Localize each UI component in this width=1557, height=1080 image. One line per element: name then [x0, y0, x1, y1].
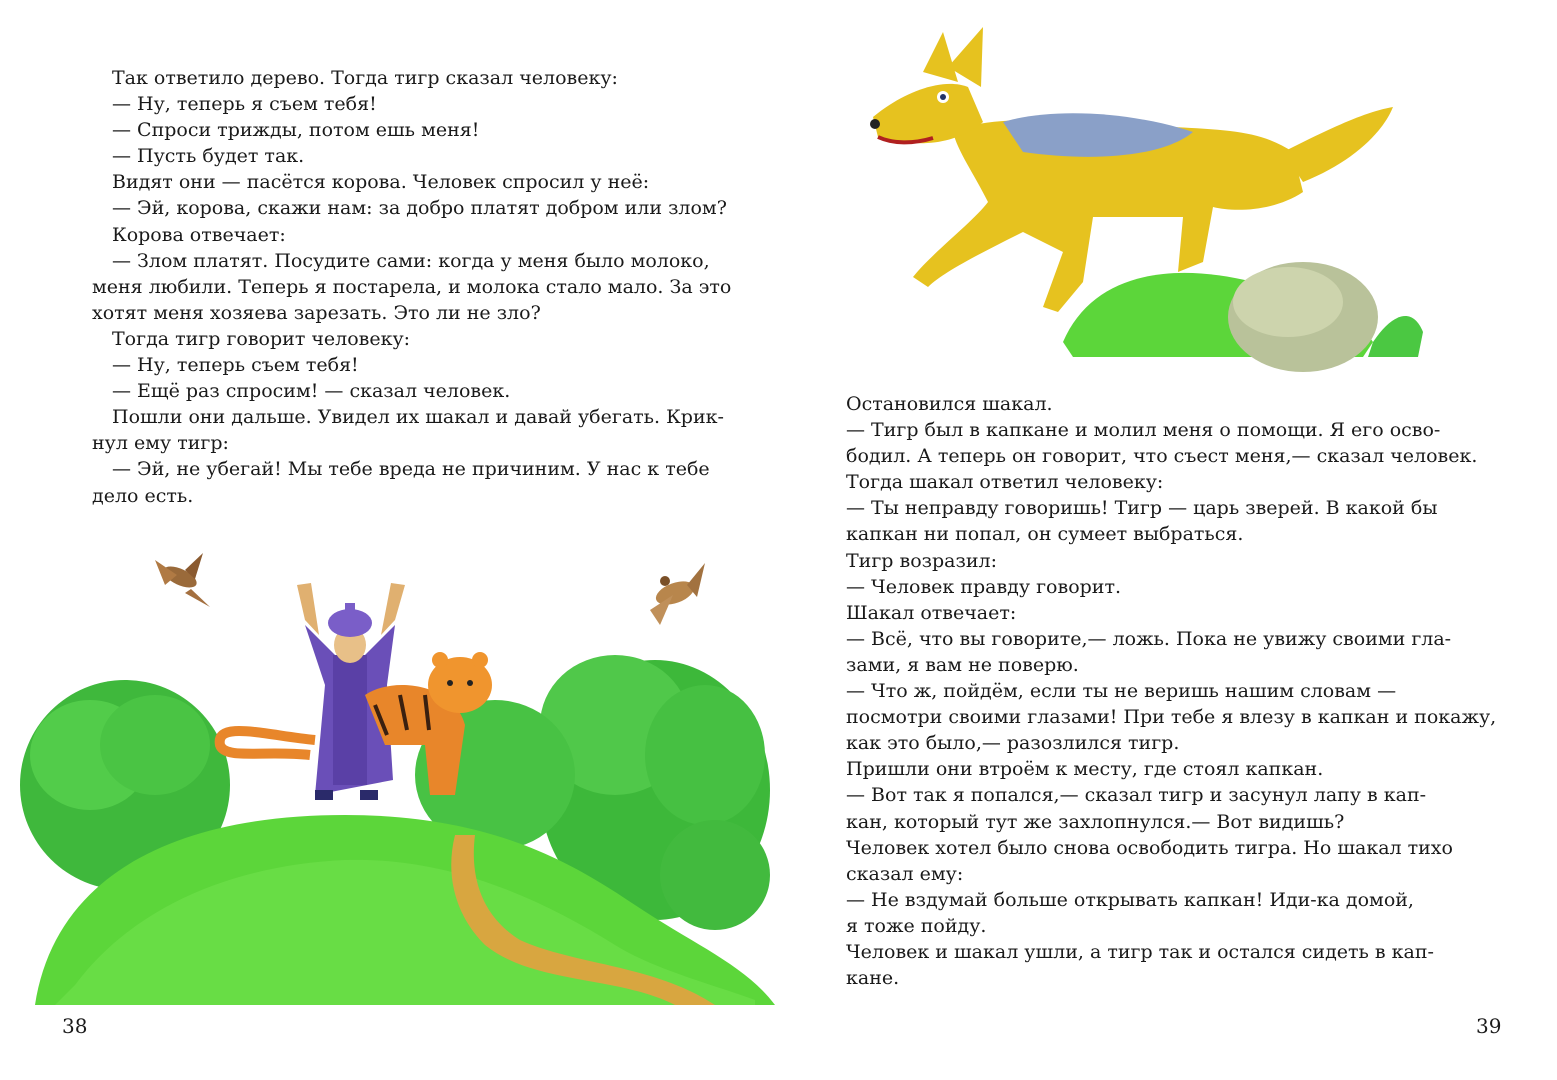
man-tiger-illustration	[15, 545, 775, 1015]
bird-icon	[650, 563, 705, 625]
text-line: Так ответило дерево. Тогда тигр сказал человеку:	[112, 67, 618, 89]
jackal-illustration	[833, 12, 1433, 382]
text-line: Видят они — пасётся корова. Человек спросил у неё:	[112, 171, 650, 194]
text-line: Человек хотел было снова освободить тигра. Но шакал тихо	[846, 836, 1453, 859]
text-line: — Всё, что вы говорите,— ложь. Пока не увижу своими гла-	[846, 627, 1452, 650]
text-line: — Человек правду говорит.	[846, 575, 1122, 598]
text-line: как это было,— разозлился тигр.	[846, 732, 1180, 755]
text-line: — Ну, теперь я съем тебя!	[112, 93, 377, 116]
text-line: Тогда шакал ответил человеку:	[846, 471, 1164, 494]
text-line: — Пусть будет так.	[112, 145, 305, 168]
page-number: 39	[1476, 1014, 1502, 1038]
text-line: я тоже пойду.	[846, 914, 987, 937]
text-line: — Спроси трижды, потом ешь меня!	[112, 119, 480, 142]
text-line: Остановился шакал.	[846, 393, 1053, 415]
text-line: — Эй, корова, скажи нам: за добро платят добром или злом?	[112, 197, 727, 220]
left-page	[0, 0, 778, 1080]
text-line: Шакал отвечает:	[846, 601, 1017, 624]
text-line: посмотри своими глазами! При тебе я влезу в капкан и покажу,	[846, 706, 1497, 729]
page-number: 38	[62, 1014, 88, 1038]
text-line: — Ещё раз спросим! — сказал человек.	[112, 380, 511, 403]
text-line: меня любили. Теперь я постарела, и молока стало мало. За это	[92, 275, 732, 298]
rock	[1228, 262, 1378, 372]
text-line: кан, который тут же захлопнулся.— Вот видишь?	[846, 810, 1345, 833]
text-line: капкан ни попал, он сумеет выбраться.	[846, 523, 1244, 546]
right-page	[778, 0, 1557, 1080]
text-line: Корова отвечает:	[112, 223, 286, 246]
text-line: — Ну, теперь съем тебя!	[112, 354, 359, 377]
text-line: зами, я вам не поверю.	[846, 653, 1079, 676]
text-line: Тогда тигр говорит человеку:	[112, 327, 411, 350]
text-line: — Вот так я попался,— сказал тигр и засунул лапу в кап-	[846, 784, 1427, 807]
text-line: хотят меня хозяева зарезать. Это ли не зло?	[92, 301, 541, 324]
text-line: Пошли они дальше. Увидел их шакал и давай убегать. Крик-	[112, 406, 724, 429]
text-line: Тигр возразил:	[846, 549, 997, 572]
text-line: — Ты неправду говоришь! Тигр — царь зверей. В какой бы	[846, 497, 1438, 520]
text-line: — Тигр был в капкане и молил меня о помощи. Я его осво-	[846, 419, 1441, 442]
text-line: сказал ему:	[846, 862, 964, 885]
left-page-text	[92, 65, 752, 509]
text-line: бодил. А теперь он говорит, что съест меня,— сказал человек.	[846, 445, 1478, 468]
text-line: — Эй, не убегай! Мы тебе вреда не причиним. У нас к тебе	[112, 458, 710, 481]
text-line: Человек и шакал ушли, а тигр так и остался сидеть в кап-	[846, 940, 1434, 963]
text-line: Пришли они втроём к месту, где стоял капкан.	[846, 758, 1324, 781]
text-line: кане.	[846, 967, 900, 990]
text-line: дело есть.	[92, 484, 194, 507]
text-line: — Что ж, пойдём, если ты не веришь нашим словам —	[846, 680, 1397, 703]
text-line: нул ему тигр:	[92, 432, 229, 455]
text-line: — Злом платят. Посудите сами: когда у меня было молоко,	[112, 249, 710, 272]
bird-icon	[155, 553, 210, 607]
right-page-text	[846, 391, 1497, 991]
text-line: — Не вздумай больше открывать капкан! Иди-ка домой,	[846, 888, 1414, 911]
